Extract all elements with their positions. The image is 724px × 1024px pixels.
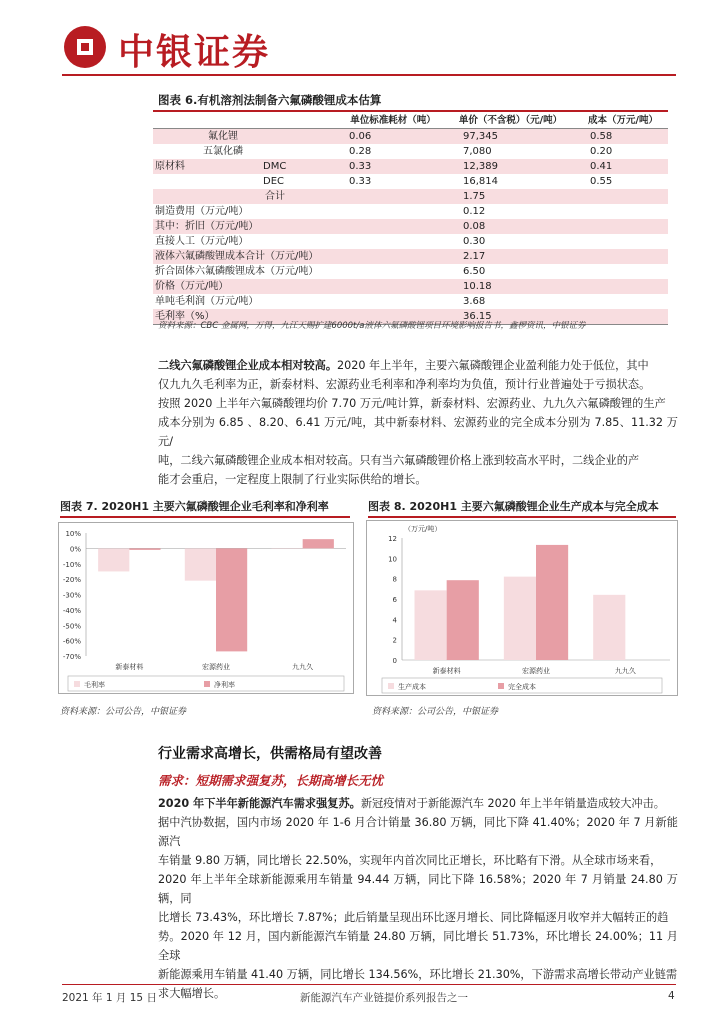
table6-source: 资料来源：CBC 金属网，万得，九江天赐扩建6000t/a液体六氟磷酸锂项目环境影响报告书，鑫椤资讯，中银证券 <box>158 321 586 331</box>
y-tick-label: -30% <box>62 591 81 600</box>
table6-title: 图表 6.有机溶剂法制备六氟磷酸锂成本估算 <box>158 93 382 107</box>
raw-usage: 0.28 <box>343 144 443 159</box>
raw-name: 合计 <box>153 189 343 204</box>
col-header-price: 单价（不含税）（元/吨） <box>443 113 578 129</box>
table-row <box>153 189 668 204</box>
paragraph-second-tier <box>158 356 678 489</box>
raw-group <box>153 159 343 174</box>
para-line: 2020 年上半年全球新能源乘用车销量 94.44 万辆，同比下降 16.58%；2020 年 7 月销量 24.80 万辆，同 <box>158 873 678 905</box>
table6-title-rule <box>153 110 668 112</box>
raw-usage: 0.06 <box>343 129 443 145</box>
para-line: 求大幅增长。 <box>158 987 226 1000</box>
y-tick-label: -70% <box>62 653 81 661</box>
y-tick-label: 0 <box>392 657 397 665</box>
table-row <box>153 219 668 234</box>
bar-series1 <box>98 548 129 571</box>
y-tick-label: 10 <box>388 555 397 564</box>
para-line: 吨，二线六氟磷酸锂企业成本相对较高。只有当六氟磷酸锂价格上涨到较高水平时，二线企业的产 <box>158 454 640 467</box>
col-header-empty <box>153 113 343 129</box>
raw-cost: 0.41 <box>578 159 668 174</box>
row-value: 6.50 <box>443 264 578 279</box>
chart7-source: 资料来源：公司公告，中银证券 <box>60 707 187 717</box>
row-label: 价格（万元/吨） <box>153 279 343 294</box>
section-subheading: 需求：短期需求强复苏，长期高增长无忧 <box>158 773 384 788</box>
chart-legend <box>382 678 662 693</box>
legend-swatch <box>498 683 504 689</box>
chart8-title: 图表 8. 2020H1 主要六氟磷酸锂企业生产成本与完全成本 <box>368 500 659 513</box>
raw-name: 氟化锂 <box>153 129 343 145</box>
y-tick-label: 6 <box>392 596 397 604</box>
raw-cost <box>578 189 668 204</box>
table-row <box>153 144 668 159</box>
chart-legend <box>68 676 344 691</box>
table-row <box>153 159 668 174</box>
x-tick-label: 新泰材料 <box>432 667 461 675</box>
section-heading: 行业需求高增长，供需格局有望改善 <box>158 746 382 762</box>
raw-name: DMC <box>263 161 287 172</box>
para-line: 据中汽协数据，国内市场 2020 年 1-6 月合计销量 36.80 万辆，同比下降 41.40%；2020 年 7 月新能源汽 <box>158 816 678 848</box>
legend-swatch <box>204 681 210 687</box>
y-tick-label: 0% <box>69 545 81 554</box>
raw-cost: 0.58 <box>578 129 668 145</box>
legend-label: 净利率 <box>214 681 235 689</box>
raw-cost: 0.55 <box>578 174 668 189</box>
bar-series2 <box>447 580 479 660</box>
table-row <box>153 234 668 249</box>
bar-series1 <box>593 595 625 660</box>
y-tick-label: 8 <box>392 575 397 584</box>
cost-table <box>153 113 668 325</box>
y-tick-label: -60% <box>62 637 81 646</box>
x-tick-label: 宏源药业 <box>522 667 550 675</box>
para-line: 比增长 73.43%，环比增长 7.87%；此后销量呈现出环比逐月增长、同比降幅逐月收窄并大幅转正的趋 <box>158 911 669 924</box>
row-value: 0.30 <box>443 234 578 249</box>
y-tick-label: -10% <box>62 560 81 569</box>
para-text: 2020 年上半年，主要六氟磷酸锂企业盈利能力处于低位，其中 <box>337 359 649 372</box>
y-tick-label: 2 <box>392 636 397 645</box>
legend-label: 生产成本 <box>398 683 426 691</box>
legend-label: 毛利率 <box>84 681 105 689</box>
row-label: 折合固体六氟磷酸锂成本（万元/吨） <box>153 264 343 279</box>
brand-name: 中银证券 <box>118 32 271 73</box>
chart7-svg <box>58 522 354 694</box>
para-line: 新能源乘用车销量 41.40 万辆，同比增长 134.56%，环比增长 21.30%，下游需求高增长带动产业链需 <box>158 968 678 981</box>
table-row <box>153 129 668 145</box>
raw-group-label: 原材料 <box>155 161 185 172</box>
row-value: 0.08 <box>443 219 578 234</box>
row-value: 0.12 <box>443 204 578 219</box>
y-tick-label: -20% <box>62 576 81 585</box>
y-unit-label: （万元/吨） <box>404 525 442 533</box>
col-header-usage: 单位标准耗材（吨） <box>343 113 443 129</box>
legend-swatch <box>388 683 394 689</box>
table-row <box>153 204 668 219</box>
bar-series1 <box>271 548 302 549</box>
raw-usage: 0.33 <box>343 159 443 174</box>
raw-price: 12,389 <box>443 159 578 174</box>
x-tick-label: 九九久 <box>292 663 314 671</box>
para-lead: 2020 年下半年新能源汽车需求强复苏。 <box>158 797 361 810</box>
para-lead: 二线六氟磷酸锂企业成本相对较高。 <box>158 359 338 372</box>
row-label: 制造费用（万元/吨） <box>153 204 343 219</box>
para-line: 势。2020 年 12 月，国内新能源汽车销量 24.80 万辆，同比增长 51.73%，环比增长 24.00%；11 月全球 <box>158 930 678 962</box>
row-label: 单吨毛利润（万元/吨） <box>153 294 343 309</box>
row-label: 直接人工（万元/吨） <box>153 234 343 249</box>
table-row <box>153 294 668 309</box>
bar-series1 <box>415 590 447 660</box>
header-divider <box>62 74 676 76</box>
legend-label: 完全成本 <box>508 683 536 691</box>
logo-icon-core <box>81 43 89 51</box>
raw-usage <box>343 189 443 204</box>
footer-divider <box>62 984 676 985</box>
para-line: 成本分别为 6.85 、8.20、6.41 万元/吨，其中新泰材料、宏源药业的完全成本分别为 7.85、11.32 万元/ <box>158 416 678 448</box>
footer-report-name: 新能源汽车产业链提价系列报告之一 <box>300 992 468 1004</box>
x-tick-label: 新泰材料 <box>115 663 144 671</box>
chart8-svg <box>366 520 678 696</box>
chart8-source: 资料来源：公司公告，中银证券 <box>372 707 499 717</box>
table-row <box>153 174 668 189</box>
row-label: 毛利率（%） <box>153 309 343 325</box>
para-line: 按照 2020 上半年六氟磷酸锂均价 7.70 万元/吨计算，新泰材料、宏源药业、九九久六氟磷酸锂的生产 <box>158 397 666 410</box>
raw-price: 7,080 <box>443 144 578 159</box>
footer-date: 2021 年 1 月 15 日 <box>62 992 157 1004</box>
row-label: 其中：折旧（万元/吨） <box>153 219 343 234</box>
table-row <box>153 279 668 294</box>
row-value: 3.68 <box>443 294 578 309</box>
raw-price: 97,345 <box>443 129 578 145</box>
x-tick-label: 宏源药业 <box>202 663 230 671</box>
para-line: 能才会重启，一定程度上限制了行业实际供给的增长。 <box>158 473 427 486</box>
para-line <box>158 356 678 375</box>
chart7-title-rule <box>60 516 350 518</box>
para-text: 新冠疫情对于新能源汽车 2020 年上半年销量造成较大冲击。 <box>360 797 665 810</box>
table-row <box>153 264 668 279</box>
chart7-title: 图表 7. 2020H1 主要六氟磷酸锂企业毛利率和净利率 <box>60 500 329 513</box>
raw-price: 16,814 <box>443 174 578 189</box>
row-label: 液体六氟磷酸锂成本合计（万元/吨） <box>153 249 343 264</box>
bar-series2 <box>129 548 160 550</box>
raw-total: 1.75 <box>443 189 578 204</box>
y-tick-label: 12 <box>388 535 397 543</box>
y-tick-label: -50% <box>62 622 81 631</box>
row-value: 10.18 <box>443 279 578 294</box>
table-row <box>153 249 668 264</box>
para-line: 车销量 9.80 万辆，同比增长 22.50%，实现年内首次同比正增长，环比略有下滑。从全球市场来看， <box>158 854 662 867</box>
para-line: 仅九九久毛利率为正，新泰材料、宏源药业毛利率和净利率均为负值，预计行业普遍处于亏损状态。 <box>158 378 651 391</box>
paragraph-demand <box>158 794 678 1003</box>
bar-series2 <box>536 545 568 660</box>
x-tick-label: 九九久 <box>614 667 636 675</box>
raw-name: 五氯化磷 <box>153 144 343 159</box>
raw-name: DEC <box>153 174 343 189</box>
bar-series2 <box>303 539 334 548</box>
para-line <box>158 794 678 813</box>
bar-series1 <box>504 577 536 660</box>
raw-cost: 0.20 <box>578 144 668 159</box>
row-value: 36.15 <box>443 309 578 325</box>
col-header-cost: 成本（万元/吨） <box>578 113 668 129</box>
bar-series1 <box>185 548 216 580</box>
bar-series2 <box>216 548 247 651</box>
page-number: 4 <box>668 990 675 1002</box>
y-tick-label: 10% <box>65 530 81 538</box>
row-value: 2.17 <box>443 249 578 264</box>
raw-usage: 0.33 <box>343 174 443 189</box>
y-tick-label: 4 <box>392 616 397 625</box>
legend-swatch <box>74 681 80 687</box>
y-tick-label: -40% <box>62 606 81 615</box>
chart8-title-rule <box>368 516 676 518</box>
